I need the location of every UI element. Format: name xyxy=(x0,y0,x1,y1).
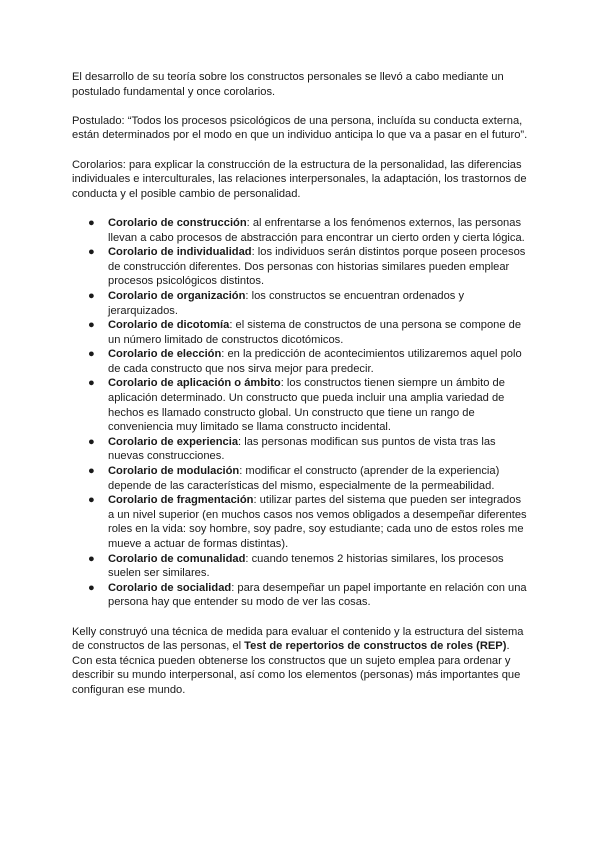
corolario-term: Corolario de modulación xyxy=(108,465,240,478)
bullet-icon: ● xyxy=(88,581,95,594)
corolario-term: Corolario de socialidad xyxy=(108,581,232,594)
corolario-text: : utilizar partes del sistema que pueden ser integrados a un nivel superior (en muchos casos nos vemos obligados a desempeñar diferentes roles en la vida: soy hombre, soy padre, soy estudiante; cada uno de estos roles me mueve a actuar de formas distintas). xyxy=(108,494,527,550)
corolario-text: : el sistema de constructos de una persona se compone de un número limitado de constructos dicotómicos. xyxy=(108,319,522,346)
corolario-text: : las personas modifican sus puntos de vista tras las nuevas construcciones. xyxy=(108,435,496,463)
corolario-term: Corolario de construcción xyxy=(108,216,247,229)
list-item xyxy=(88,581,530,610)
bullet-icon: ● xyxy=(88,319,95,332)
postulado-paragraph: Postulado: “Todos los procesos psicológicos de una persona, incluída su conducta externa, están determinados por el modo en que un individuo anticipa lo que va a pasar en el futuro”. xyxy=(72,114,528,142)
list-item xyxy=(88,552,530,581)
list-item xyxy=(88,318,530,347)
list-item xyxy=(88,347,530,376)
bullet-icon: ● xyxy=(88,289,95,302)
bullet-icon: ● xyxy=(88,216,95,229)
bullet-icon: ● xyxy=(88,246,95,259)
bullet-icon: ● xyxy=(88,552,95,565)
corolario-text: : al enfrentarse a los fenómenos externos, las personas llevan a cabo procesos de abstracción para encontrar un cierto orden y cierta lógica. xyxy=(108,216,525,244)
corolario-term: Corolario de dicotomía xyxy=(108,319,230,332)
corolario-term: Corolario de fragmentación xyxy=(108,494,254,507)
corolario-term: Corolario de individualidad xyxy=(108,246,252,259)
list-item xyxy=(88,435,530,464)
list-item xyxy=(88,464,530,493)
corolario-term: Corolario de experiencia xyxy=(108,435,239,448)
closing-text-before: Kelly construyó una técnica de medida para evaluar el contenido y la estructura del sistema de constructos de las personas, el xyxy=(72,625,524,653)
list-item xyxy=(88,216,530,245)
list-item xyxy=(88,245,530,289)
closing-text-after: . Con esta técnica pueden obtenerse los constructos que un sujeto emplea para ordenar y describir su mundo interpersonal, así como los elementos (personas) más importantes que configuran ese mundo. xyxy=(72,640,521,696)
list-item xyxy=(88,376,530,434)
corolario-term: Corolario de comunalidad xyxy=(108,552,246,565)
list-item xyxy=(88,493,530,551)
bullet-icon: ● xyxy=(88,348,95,361)
list-item xyxy=(88,289,530,318)
bullet-icon: ● xyxy=(88,377,95,390)
corolario-text: : cuando tenemos 2 historias similares, los procesos suelen ser similares. xyxy=(108,552,504,580)
intro-paragraph: El desarrollo de su teoría sobre los constructos personales se llevó a cabo mediante un postulado fundamental y once corolarios. xyxy=(72,71,504,98)
test-name: Test de repertorios de constructos de roles (REP) xyxy=(244,640,507,653)
corolario-term: Corolario de elección xyxy=(108,348,222,361)
closing-paragraph xyxy=(72,625,530,698)
corolario-text: : los constructos tienen siempre un ámbito de aplicación determinado. Un constructo que pueda incluir una amplia variedad de hechos es llamado constructo global. Un constructo que tiene un rango de conveniencia muy limitado se llama constructo incidental. xyxy=(108,377,505,434)
corolario-text: : los constructos se encuentran ordenados y jerarquizados. xyxy=(108,289,465,317)
corolarios-list xyxy=(72,216,530,610)
corolario-text: : para desempeñar un papel importante en relación con una persona hay que entender su modo de ver las cosas. xyxy=(108,581,527,609)
corolario-text: : los individuos serán distintos porque poseen procesos de construcción diferentes. Dos personas con historias similares pueden emplear procesos psicológicos distintos. xyxy=(108,246,526,288)
corolario-text: : en la predicción de acontecimientos utilizaremos aquel polo de cada constructo que nos sirva mejor para predecir. xyxy=(108,348,522,375)
corolario-term: Corolario de aplicación o ámbito xyxy=(108,377,281,390)
bullet-icon: ● xyxy=(88,465,95,478)
corolario-text: : modificar el constructo (aprender de la experiencia) depende de las características del mismo, especialmente de la permeabilidad. xyxy=(108,465,500,492)
bullet-icon: ● xyxy=(88,494,95,507)
corolarios-intro-paragraph: Corolarios: para explicar la construcción de la estructura de la personalidad, las diferencias individuales e interculturales, las relaciones interpersonales, la adaptación, los trastornos de conducta y el posible cambio de personalidad. xyxy=(72,158,527,200)
bullet-icon: ● xyxy=(88,435,95,448)
corolario-term: Corolario de organización xyxy=(108,289,246,302)
